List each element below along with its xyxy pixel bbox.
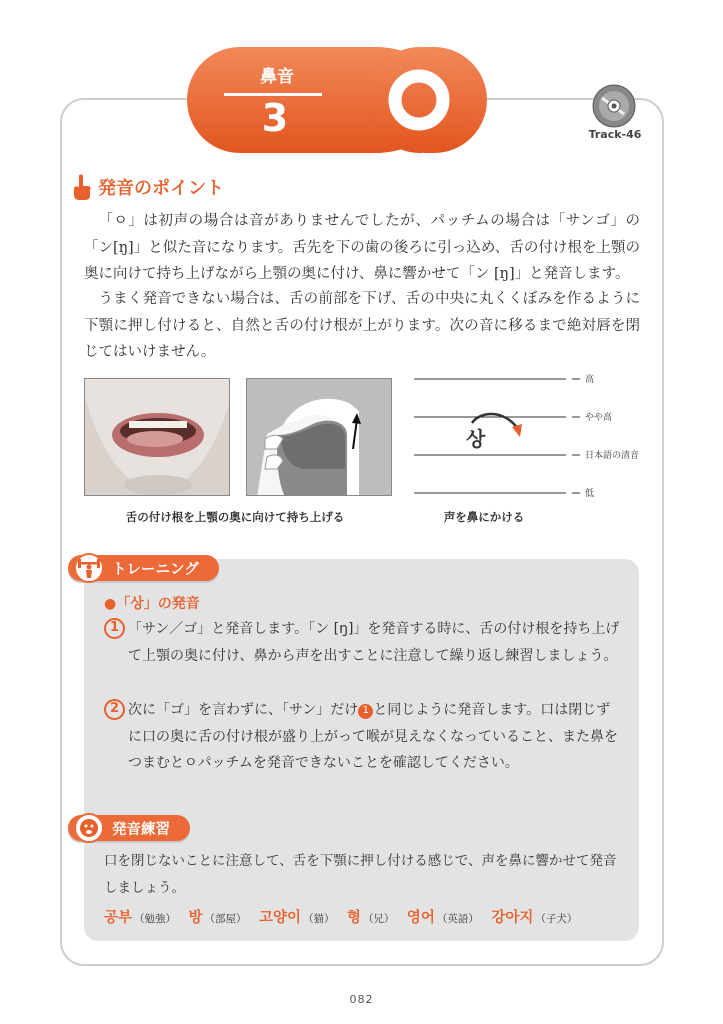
category-label: 鼻音 xyxy=(260,67,294,87)
caption-left: 舌の付け根を上顎の奥に向けて持ち上げる xyxy=(125,510,345,524)
step-text-2: 次に「ゴ」を言わずに、「サン」だけ 1 と同じように発音します。口は閉じずに口の奥に舌の付け根が盛り上がって喉が見えなくなっていること、また鼻をつまむとㅇパッチムを発音できないことを確認してください。 xyxy=(128,702,618,771)
practice-heading: 発音練習 xyxy=(112,821,170,838)
word-korean: 공부 xyxy=(104,910,133,926)
word-japanese: （部屋） xyxy=(204,913,247,925)
step-number-1: 1 xyxy=(104,618,125,639)
section-number: 3 xyxy=(261,96,289,140)
caption-right: 声を鼻にかける xyxy=(443,510,525,524)
speaking-face-icon xyxy=(74,813,104,843)
mouth-photo xyxy=(84,378,230,496)
page-number: 082 xyxy=(349,993,374,1006)
pitch-level-high: 高 xyxy=(585,375,595,385)
cd-icon[interactable] xyxy=(592,84,636,128)
pitch-level-mid-high: やや高 xyxy=(585,413,613,423)
weightlifter-icon xyxy=(74,553,104,583)
training-tag xyxy=(68,553,219,583)
step-text-1: 「サン／ゴ」と発音します。「ン [ŋ]」を発音する時に、舌の付け根を持ち上げて上顎の奥に付け、鼻から声を出すことに注意して繰り返し練習しましょう。 xyxy=(128,621,620,664)
word-korean: 고양이 xyxy=(258,910,301,926)
track-label: Track-46 xyxy=(588,128,642,141)
pitch-syllable: 상 xyxy=(466,427,486,451)
point-heading-text: 発音のポイント xyxy=(98,178,224,199)
training-step-2 xyxy=(104,697,624,777)
word-korean: 강아지 xyxy=(491,910,534,926)
point-paragraph-2: うまく発音できない場合は、舌の前部を下げ、舌の中央に丸くくぼみを作るように下顎に押し付けると、自然と舌の付け根が上がります。次の音に移るまで絶対唇を閉じてはいけません。 xyxy=(84,291,640,360)
pointing-hand-icon xyxy=(72,174,92,200)
point-heading xyxy=(72,173,224,201)
practice-text: 口を閉じないことに注意して、舌を下顎に押し付ける感じで、声を鼻に響かせて発音しましょう。 xyxy=(104,853,617,896)
word-japanese: （猫） xyxy=(302,913,335,925)
word-japanese: （英語） xyxy=(436,913,479,925)
step-number-2: 2 xyxy=(104,699,125,720)
pitch-level-low: 低 xyxy=(585,489,595,499)
training-subheading: ●「상」の発音 xyxy=(104,596,200,612)
word-korean: 형 xyxy=(346,910,361,926)
training-step-1 xyxy=(104,616,624,669)
word-korean: 방 xyxy=(188,910,203,926)
word-japanese: （勉強） xyxy=(134,913,177,925)
word-japanese: （子犬） xyxy=(535,913,578,925)
pitch-level-japanese: 日本語の清音 xyxy=(585,451,640,461)
pitch-diagram xyxy=(414,373,654,503)
tongue-diagram xyxy=(246,378,392,496)
training-heading: トレーニング xyxy=(112,561,199,578)
practice-tag xyxy=(68,813,190,843)
word-korean: 영어 xyxy=(406,910,435,926)
point-paragraph-1: 「ㅇ」は初声の場合は音がありませんでしたが、パッチムの場合は「サンゴ」の「ン[ŋ]」と似た音になります。舌先を下の歯の後ろに引っ込め、舌の付け根を上顎の奥に向けて持ち上げながら上顎の奥に付け、鼻に響かせて「ン [ŋ]」と発音します。 xyxy=(84,213,640,282)
practice-word-list xyxy=(104,906,624,927)
pitch-arrow-icon xyxy=(512,424,522,437)
step-reference-1: 1 xyxy=(358,704,373,719)
word-japanese: （兄） xyxy=(362,913,395,925)
